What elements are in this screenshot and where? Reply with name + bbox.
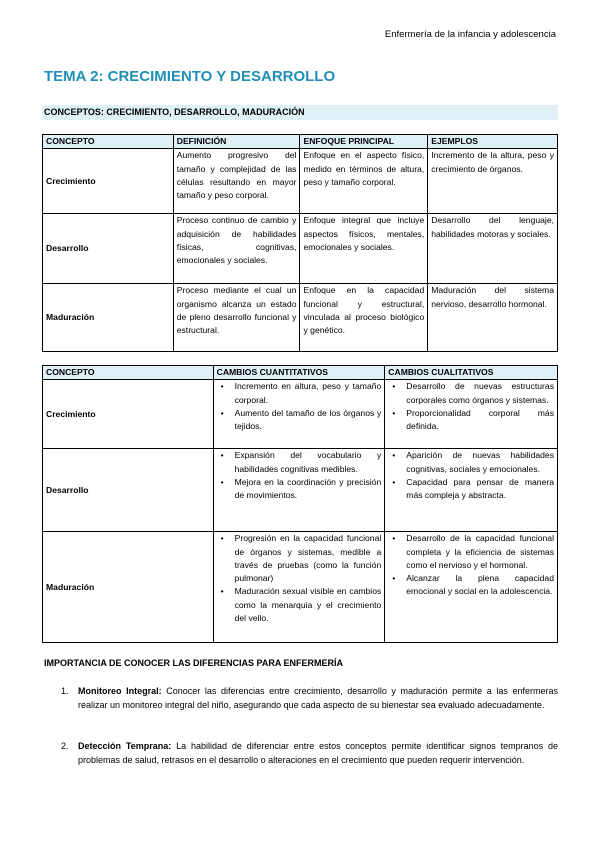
item-number: 1. (61, 686, 69, 696)
table-row (43, 214, 558, 284)
item-text: Conocer las diferencias entre crecimiento, desarrollo y maduración permite a las enfermeras realizar un monitoreo integral del niño, asegurando que cada aspecto de su bienestar sea evaluado adecuadamente. (78, 686, 558, 710)
list-item: • Capacidad para pensar de manera más compleja y abstracta. (406, 476, 554, 503)
list-item: • Proporcionalidad corporal más definida. (406, 407, 554, 434)
examples-cell: Maduración del sistema nervioso, desarrollo hormonal. (428, 284, 558, 352)
quantitative-cell (213, 449, 385, 532)
list-item: • Maduración sexual visible en cambios como la menarquia y el crecimiento del vello. (235, 585, 382, 625)
definition-cell: Aumento progresivo del tamaño y complejidad de las células resultando en mayor tamaño y peso corporal. (173, 149, 300, 214)
concept-cell: Maduración (43, 284, 174, 352)
concept-cell: Crecimiento (43, 149, 174, 214)
focus-cell: Enfoque integral que incluye aspectos físicos, mentales, emocionales y sociales. (300, 214, 428, 284)
definition-cell: Proceso continuo de cambio y adquisición de habilidades físicas, cognitivas, emocionales y sociales. (173, 214, 300, 284)
examples-cell: Incremento de la altura, peso y crecimiento de órganos. (428, 149, 558, 214)
table2-header-qualitative: CAMBIOS CUALITATIVOS (385, 366, 558, 380)
table1-header-concept: CONCEPTO (43, 135, 174, 149)
list-item: • Incremento en altura, peso y tamaño corporal. (235, 380, 382, 407)
page-title: TEMA 2: CRECIMIENTO Y DESARROLLO (44, 68, 336, 85)
table-row (43, 380, 558, 449)
definition-cell: Proceso mediante el cual un organismo alcanza un estado de pleno desarrollo funcional y estructural. (173, 284, 300, 352)
table-row (43, 149, 558, 214)
table-row (43, 449, 558, 532)
list-item: • Progresión en la capacidad funcional de órganos y sistemas, medible a través de pruebas (como la función pulmonar) (235, 532, 382, 585)
list-item: • Expansión del vocabulario y habilidades cognitivas medibles. (235, 449, 382, 476)
importance-heading: IMPORTANCIA DE CONOCER LAS DIFERENCIAS PARA ENFERMERÍA (44, 658, 344, 668)
item-text: La habilidad de diferenciar entre estos conceptos permite identificar signos tempranos de problemas de salud, retrasos en el desarrollo o alteraciones en el crecimiento que pueden requerir intervención. (78, 741, 558, 765)
focus-cell: Enfoque en la capacidad funcional y estructural, vinculada al proceso biológico y genético. (300, 284, 428, 352)
table1-header-focus: ENFOQUE PRINCIPAL (300, 135, 428, 149)
table2-header-quantitative: CAMBIOS CUANTITATIVOS (213, 366, 385, 380)
qualitative-cell (385, 532, 558, 643)
concept-cell: Desarrollo (43, 449, 214, 532)
list-item (44, 739, 558, 767)
list-item: • Alcanzar la plena capacidad emocional y social en la adolescencia. (406, 572, 554, 599)
list-item (44, 684, 558, 712)
concept-cell: Crecimiento (43, 380, 214, 449)
table-row (43, 284, 558, 352)
list-item: • Mejora en la coordinación y precisión de movimientos. (235, 476, 382, 503)
item-term: Detección Temprana: (78, 741, 172, 751)
list-item: • Aumento del tamaño de los órganos y tejidos. (235, 407, 382, 434)
concept-cell: Maduración (43, 532, 214, 643)
importance-list (44, 684, 558, 712)
concepts-table (42, 134, 558, 352)
list-item: • Desarrollo de la capacidad funcional completa y la eficiencia de sistemas como el nervioso y el hormonal. (406, 532, 554, 572)
item-term: Monitoreo Integral: (78, 686, 162, 696)
examples-cell: Desarrollo del lenguaje, habilidades motoras y sociales. (428, 214, 558, 284)
table1-header-definition: DEFINICIÓN (173, 135, 300, 149)
changes-table (42, 365, 558, 643)
concept-cell: Desarrollo (43, 214, 174, 284)
list-item: • Desarrollo de nuevas estructuras corporales como órganos y sistemas. (406, 380, 554, 407)
section-subtitle: CONCEPTOS: CRECIMIENTO, DESARROLLO, MADURACIÓN (42, 105, 558, 120)
table1-header-examples: EJEMPLOS (428, 135, 558, 149)
quantitative-cell (213, 380, 385, 449)
focus-cell: Enfoque en el aspecto físico, medido en términos de altura, peso y tamaño corporal. (300, 149, 428, 214)
document-header: Enfermería de la infancia y adolescencia (384, 29, 556, 40)
importance-list (44, 739, 558, 767)
qualitative-cell (385, 380, 558, 449)
table2-header-concept: CONCEPTO (43, 366, 214, 380)
quantitative-cell (213, 532, 385, 643)
list-item: • Aparición de nuevas habilidades cognitivas, sociales y emocionales. (406, 449, 554, 476)
qualitative-cell (385, 449, 558, 532)
table-row (43, 532, 558, 643)
item-number: 2. (61, 741, 69, 751)
